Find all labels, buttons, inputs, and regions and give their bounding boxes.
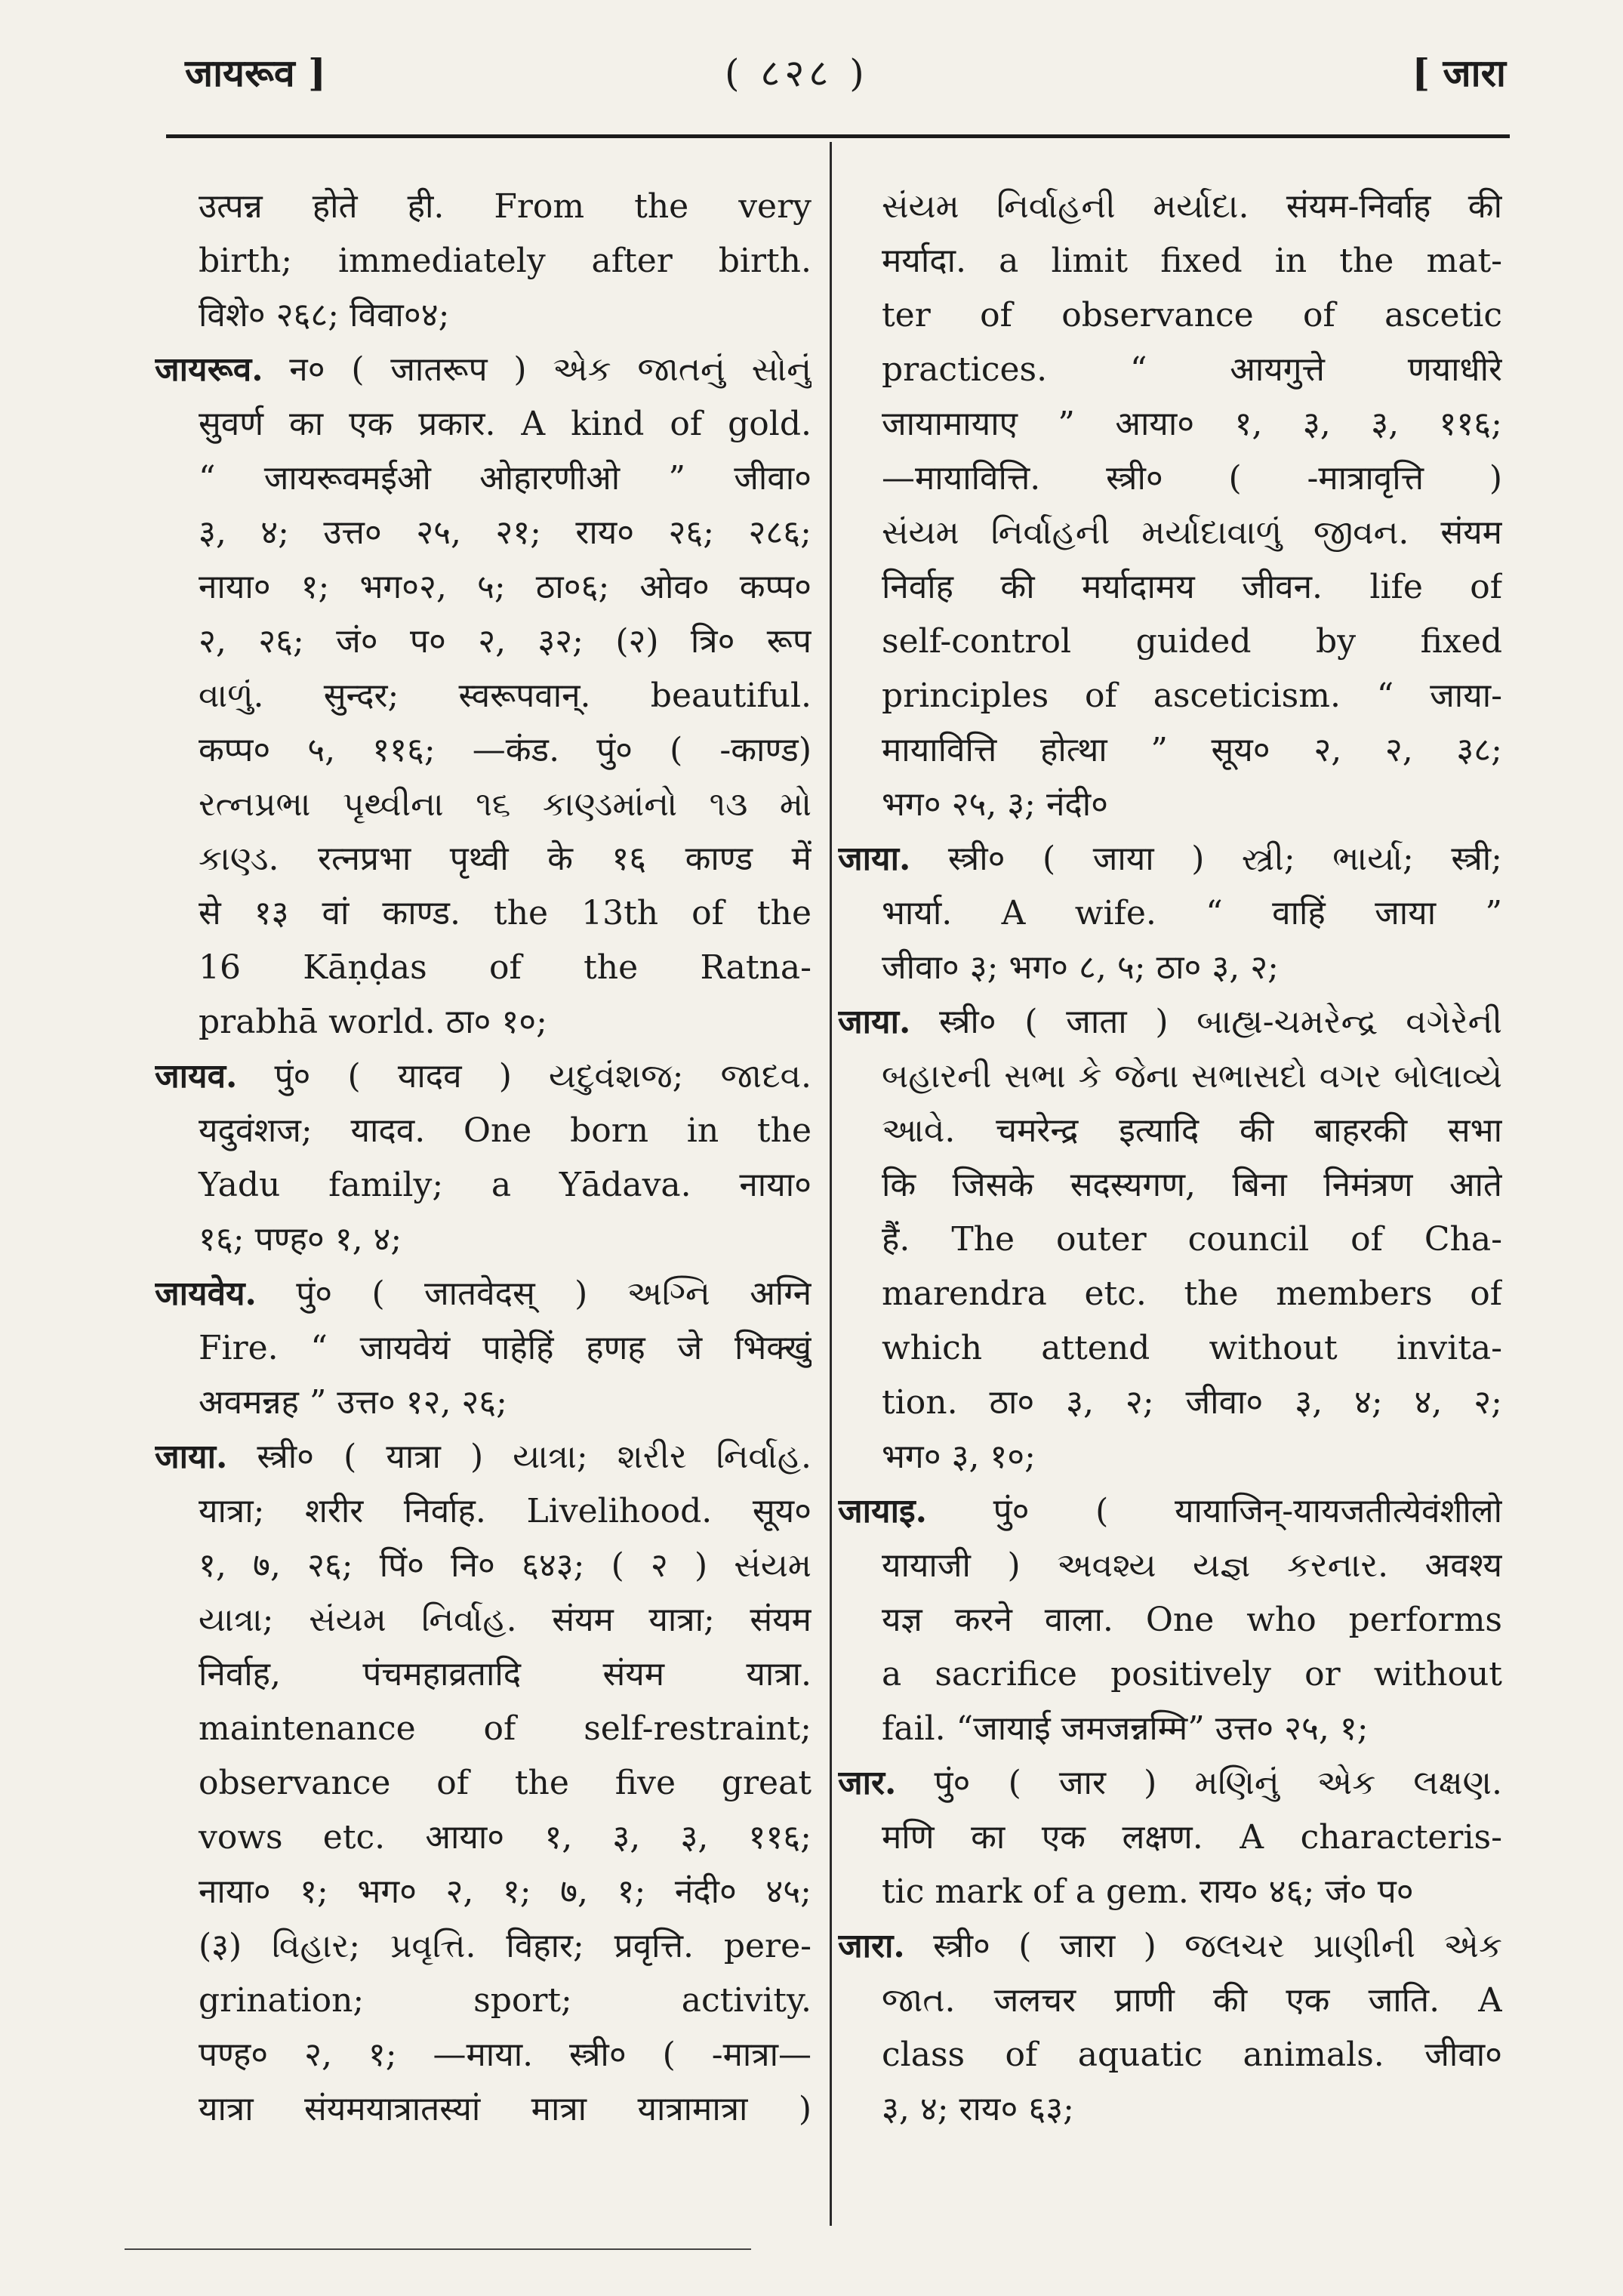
entry-line: यज्ञ करने वाला. One who performs bbox=[882, 1601, 1502, 1639]
column-divider bbox=[830, 142, 832, 2226]
headword: जायाइ. bbox=[838, 1492, 927, 1530]
entry-line: a sacrifice positively or without bbox=[882, 1655, 1502, 1693]
entry-line: maintenance of self-restraint; bbox=[199, 1709, 812, 1748]
entry-line: मणि का एक लक्षण. A characteris- bbox=[882, 1818, 1502, 1857]
headword: जाया. bbox=[838, 840, 911, 878]
headword: जायव. bbox=[155, 1057, 238, 1096]
headword: जाया. bbox=[838, 1003, 911, 1041]
entry-line: पण्ह० २, १; —माया. स्त्री० ( -मात्रा— bbox=[199, 2036, 812, 2074]
entry-text: न० ( जातरूप ) એક જાતનું સોનું bbox=[263, 350, 812, 389]
entry-line: “ जायरूवमईओ ओहारणीओ ” जीवा० bbox=[199, 459, 812, 498]
entry-line: grination; sport; activity. bbox=[199, 1981, 812, 2020]
running-head-left: जायरूव ] bbox=[185, 51, 326, 95]
entry-headline bbox=[155, 1267, 812, 1321]
entry-line: સંયમ નિર્વાહની મર્યાદા. संयम-निर्वाह की bbox=[882, 187, 1502, 226]
entry-line: २, २६; जं० प० २, ३२; (२) त्रि० रूप bbox=[199, 622, 812, 661]
entry-line: (३) વિહાર; પ્રવૃત્તિ. विहार; प्रवृत्ति. pere- bbox=[199, 1927, 812, 1965]
entry-headline bbox=[155, 1430, 812, 1484]
entry-text: स्त्री० ( यात्रा ) યાત્રા; શરીર નિર્વાહ. bbox=[227, 1438, 812, 1476]
entry-headline bbox=[155, 1049, 812, 1104]
entry-headline bbox=[838, 832, 1502, 886]
entry-line: class of aquatic animals. जीवा० bbox=[882, 2036, 1502, 2074]
entry-line: १६; पण्ह० १, ४; bbox=[199, 1220, 402, 1259]
entry-line: birth; immediately after birth. bbox=[199, 242, 812, 280]
entry-line: —मायावित्ति. स्त्री० ( -मात्रावृत्ति ) bbox=[882, 459, 1502, 498]
entry-line: यात्रा संयमयात्रातस्यां मात्रा यात्रामात्रा ) bbox=[199, 2090, 812, 2128]
entry-line: સંયમ નિર્વાહની મર્યાદાવાળું જીવન. संयम bbox=[882, 513, 1502, 552]
entry-line: vows etc. आया० १, ३, ३, ११६; bbox=[199, 1818, 812, 1857]
entry-text: स्त्री० ( जाया ) સ્ત્રી; ભાર્યા; स्त्री; bbox=[910, 840, 1502, 878]
entry-line: કાણ્ડ. रत्नप्रभा पृथ्वी के १६ काण्ड में bbox=[199, 840, 812, 878]
entry-headline bbox=[838, 1919, 1502, 1974]
entry-text: पुं० ( यायाजिन्-यायजतीत्येवंशीलो bbox=[926, 1492, 1502, 1530]
entry-text: स्त्री० ( जारा ) જલચર પ્રાણીની એક bbox=[904, 1927, 1502, 1965]
entry-line: આવે. चमरेन्द्र इत्यादि की बाहरकी सभा bbox=[882, 1111, 1502, 1150]
headword: जायवेय. bbox=[155, 1274, 257, 1313]
entry-line: यायाजी ) અવશ્ય યજ્ઞ કરનાર. अवश्य bbox=[882, 1546, 1502, 1585]
entry-text: पुं० ( जार ) મણિનું એક લક્ષણ. bbox=[896, 1764, 1502, 1802]
entry-text: पुं० ( जातवेदस् ) અગ્નિ अग्नि bbox=[256, 1274, 812, 1313]
entry-line: कप्प० ५, ११६; —कंड. पुं० ( -काण्ड) bbox=[199, 731, 812, 769]
entry-line: जीवा० ३; भग० ८, ५; ठा० ३, २; bbox=[882, 948, 1279, 987]
entry-line: कि जिसके सदस्यगण, बिना निमंत्रण आते bbox=[882, 1166, 1502, 1204]
entry-line: भग० २५, ३; नंदी० bbox=[882, 785, 1109, 824]
entry-text: पुं० ( यादव ) યદુવંશજ; જાદવ. bbox=[237, 1057, 812, 1096]
left-column bbox=[155, 180, 812, 2137]
entry-line: ३, ४; राय० ६३; bbox=[882, 2090, 1074, 2128]
entry-line: prabhā world. ठा० १०; bbox=[199, 1003, 547, 1041]
entry-headline bbox=[838, 995, 1502, 1049]
header-rule bbox=[166, 134, 1510, 138]
entry-line: नाया० १; भग० २, १; ७, १; नंदी० ४५; bbox=[199, 1872, 812, 1911]
right-column bbox=[838, 180, 1502, 2137]
entry-line: observance of the five great bbox=[199, 1764, 812, 1802]
entry-line: हैं. The outer council of Cha- bbox=[882, 1220, 1502, 1259]
entry-line: marendra etc. the members of bbox=[882, 1274, 1502, 1313]
running-head-right: [ जारा bbox=[1412, 51, 1506, 95]
headword: जार. bbox=[838, 1764, 897, 1802]
entry-line: self-control guided by fixed bbox=[882, 622, 1502, 661]
entry-line: भार्या. A wife. “ वाहिं जाया ” bbox=[882, 894, 1502, 932]
entry-line: सुवर्ण का एक प्रकार. A kind of gold. bbox=[199, 405, 812, 443]
entry-line: उत्पन्न होते ही. From the very bbox=[199, 187, 812, 226]
headword: जायरूव. bbox=[155, 350, 263, 389]
entry-line: Yadu family; a Yādava. नाया० bbox=[199, 1166, 812, 1204]
entry-line: मर्यादा. a limit fixed in the mat- bbox=[882, 242, 1502, 280]
entry-line: રત્નપ્રભા પૃથ્વીના ૧૬ કાણ્ડમાંનો ૧૩ મો bbox=[199, 785, 812, 824]
entry-line: भग० ३, १०; bbox=[882, 1438, 1036, 1476]
entry-headline bbox=[838, 1484, 1502, 1539]
entry-line: યાત્રા; સંયમ નિર્વાહ. संयम यात्रा; संयम bbox=[199, 1601, 812, 1639]
entry-headline bbox=[155, 343, 812, 397]
entry-line: Fire. “ जायवेयं पाहेहिं हणह जे भिक्खुं bbox=[199, 1329, 812, 1367]
entry-line: tic mark of a gem. राय० ४६; जं० प० bbox=[882, 1872, 1414, 1911]
footer-rule bbox=[125, 2248, 751, 2250]
entry-line: से १३ वां काण्ड. the 13th of the bbox=[199, 894, 812, 932]
entry-line: यात्रा; शरीर निर्वाह. Livelihood. सूय० bbox=[199, 1492, 812, 1530]
headword: जारा. bbox=[838, 1927, 905, 1965]
page-number: ( ८२८ ) bbox=[725, 51, 869, 95]
entry-line: मायावित्ति होत्था ” सूय० २, २, ३८; bbox=[882, 731, 1502, 769]
entry-line: practices. “ आयगुत्ते णयाधीरे bbox=[882, 350, 1502, 389]
entry-line: જાત. जलचर प्राणी की एक जाति. A bbox=[882, 1981, 1502, 2020]
entry-line: tion. ठा० ३, २; जीवा० ३, ४; ४, २; bbox=[882, 1383, 1502, 1422]
entry-headline bbox=[838, 1756, 1502, 1811]
entry-line: ३, ४; उत्त० २५, २१; राय० २६; २८६; bbox=[199, 513, 812, 552]
entry-line: બહારની સભા કે જેના સભાસદો વગર બોલાવ્યે bbox=[882, 1057, 1502, 1096]
entry-line: निर्वाह की मर्यादामय जीवन. life of bbox=[882, 568, 1502, 606]
entry-line: ter of observance of ascetic bbox=[882, 296, 1502, 334]
entry-line: निर्वाह, पंचमहाव्रतादि संयम यात्रा. bbox=[199, 1655, 812, 1693]
entry-line: principles of asceticism. “ जाया- bbox=[882, 676, 1502, 715]
entry-line: नाया० १; भग०२, ५; ठा०६; ओव० कप्प० bbox=[199, 568, 812, 606]
entry-line: fail. “जायाई जमजन्नम्मि” उत्त० २५, १; bbox=[882, 1709, 1369, 1748]
entry-line: which attend without invita- bbox=[882, 1329, 1502, 1367]
entry-line: जायामायाए ” आया० १, ३, ३, ११६; bbox=[882, 405, 1502, 443]
entry-line: यदुवंशज; यादव. One born in the bbox=[199, 1111, 812, 1150]
entry-line: अवमन्नह ” उत्त० १२, २६; bbox=[199, 1383, 508, 1422]
entry-line: વાળું. सुन्दर; स्वरूपवान्. beautiful. bbox=[199, 676, 812, 715]
entry-line: 16 Kāṇḍas of the Ratna- bbox=[199, 948, 812, 987]
entry-line: १, ७, २६; पिं० नि० ६४३; ( २ ) સંયમ bbox=[199, 1546, 812, 1585]
entry-text: स्त्री० ( जाता ) બાહ્ય-ચમરેન્દ્ર વગેરેની bbox=[910, 1003, 1502, 1041]
headword: जाया. bbox=[155, 1438, 228, 1476]
entry-line: विशे० २६८; विवा०४; bbox=[199, 296, 450, 334]
